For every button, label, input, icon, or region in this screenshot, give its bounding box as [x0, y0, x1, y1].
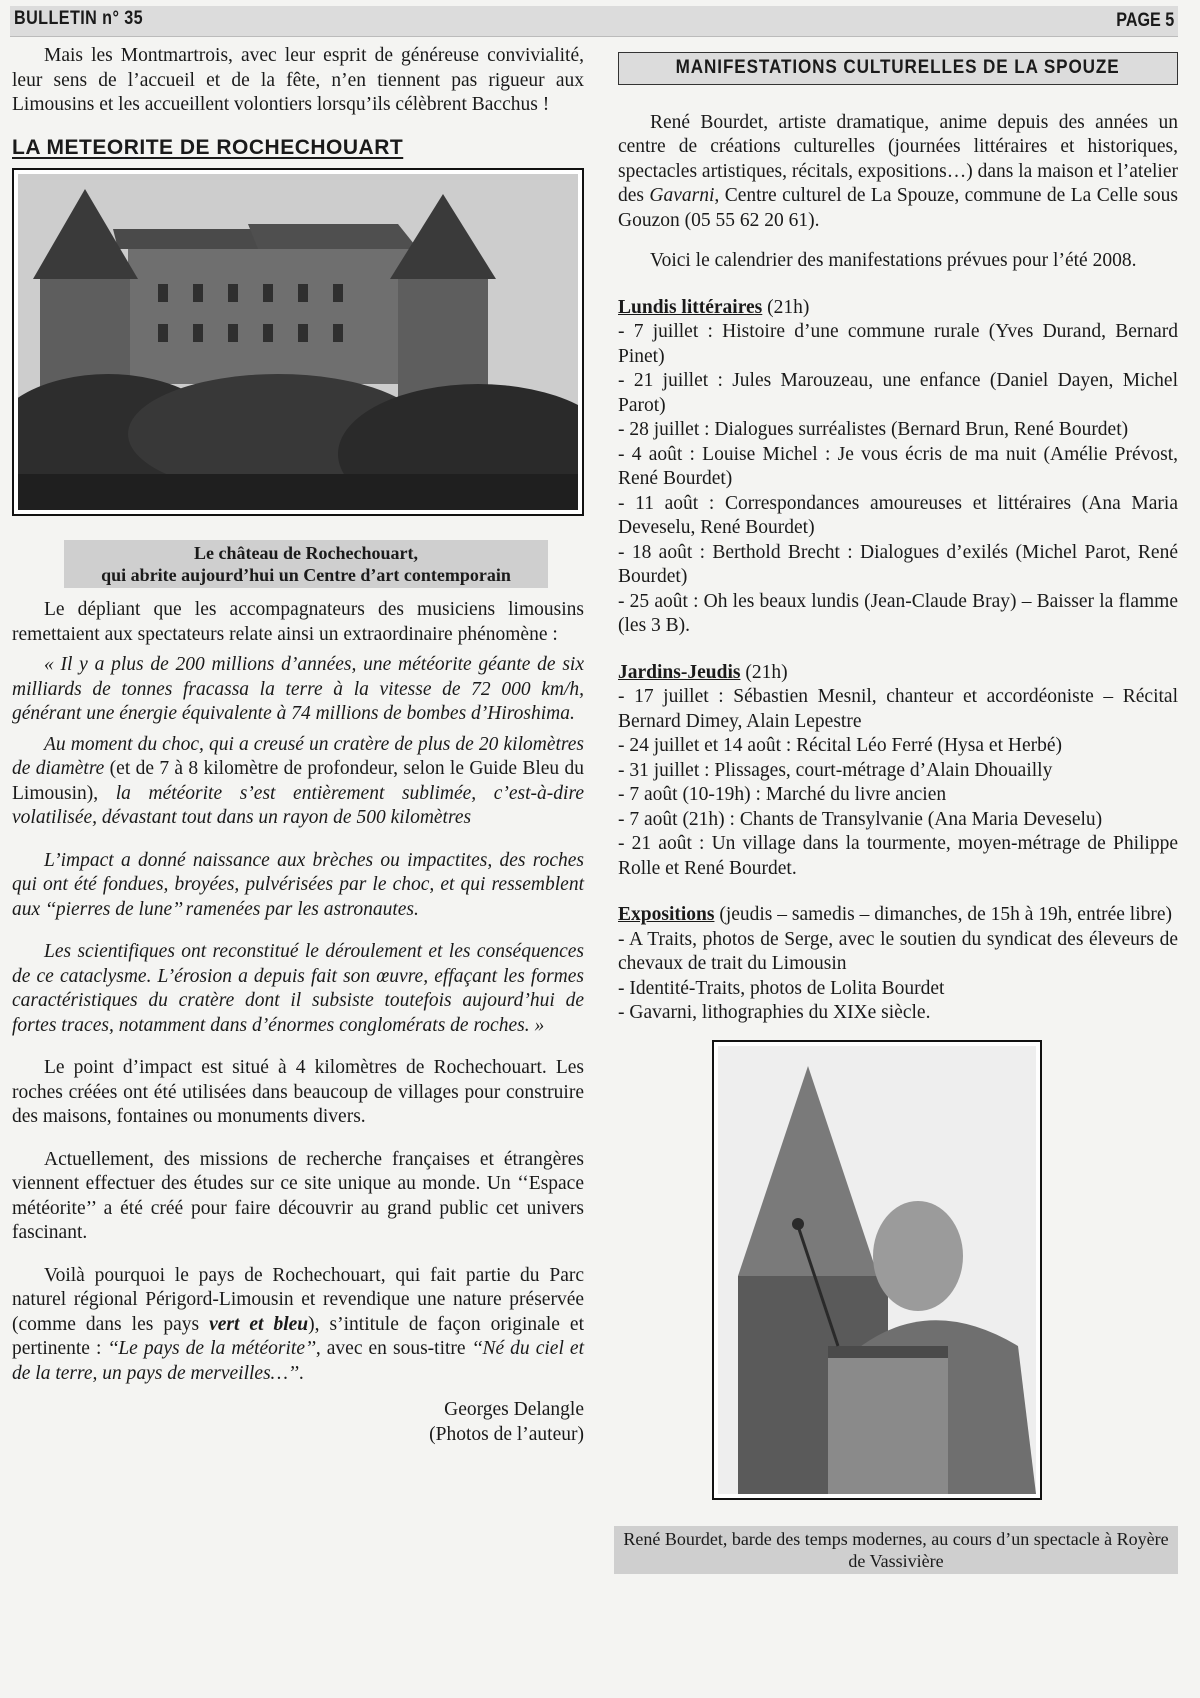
lundis-item: - 18 août : Berthold Brecht : Dialogues d’exilés (Michel Parot, René Bourdet): [618, 541, 1178, 587]
bourdet-caption: René Bourdet, barde des temps modernes, au cours d’un spectacle à Royère de Vassivière: [614, 1526, 1178, 1574]
lundis-item: - 11 août : Correspondances amoureuses et littéraires (Ana Maria Deveselu, René Bourdet): [618, 492, 1178, 538]
exposition-item: - Gavarni, lithographies du XIXe siècle.: [618, 1002, 931, 1023]
missions-paragraph: Actuellement, des missions de recherche françaises et étrangères viennent effectuer des études sur ce site unique au monde. Un ‘‘Espace météorite’’ a été créé pour faire découvrir au grand public cet univers fascinant.: [12, 1148, 584, 1243]
lundis-item: - 28 juillet : Dialogues surréalistes (Bernard Brun, René Bourdet): [618, 419, 1129, 440]
expositions-section: [618, 903, 1178, 1026]
jardins-title: Jardins-Jeudis: [618, 661, 741, 683]
jardins-section: [618, 661, 1178, 882]
conclusion-part-c: ), s’intitule de façon originale et pertinente :: [12, 1313, 584, 1359]
left-column: [12, 44, 584, 1447]
lundis-item: - 25 août : Oh les beaux lundis (Jean-Claude Bray) – Baisser la flamme (les 3 B).: [618, 590, 1178, 636]
conclusion-part-d: ‘‘Le pays de la météorite’’: [107, 1338, 316, 1359]
lundis-item: - 7 juillet : Histoire d’une commune rurale (Yves Durand, Bernard Pinet): [618, 321, 1178, 367]
conclusion-paragraph: [12, 1264, 584, 1387]
signature: [12, 1398, 584, 1447]
lundis-title: Lundis littéraires: [618, 296, 763, 318]
bourdet-illustration: [718, 1046, 1036, 1494]
quote-paragraph-1: « Il y a plus de 200 millions d’années, une météorite géante de six milliards de tonnes fracassa la terre à la vitesse de 72 000 km/h, générant une énergie équivalente à 74 millions de bombes d’Hiroshima.: [12, 654, 584, 724]
exposition-item: - Identité-Traits, photos de Lolita Bourdet: [618, 977, 945, 999]
exposition-item: - A Traits, photos de Serge, avec le soutien du syndicat des éleveurs de chevaux de trait du Limousin: [618, 928, 1178, 974]
jardins-item: - 7 août (21h) : Chants de Transylvanie (Ana Maria Deveselu): [618, 808, 1103, 830]
bulletin-number: BULLETIN n° 35: [14, 8, 144, 29]
bourdet-image: [718, 1046, 1036, 1494]
lundis-item: - 4 août : Louise Michel : Je vous écris de ma nuit (Amélie Prévost, René Bourdet): [618, 443, 1178, 489]
jardins-item: - 24 juillet et 14 août : Récital Léo Ferré (Hysa et Herbé): [618, 735, 1063, 756]
lundis-list: [618, 320, 1178, 639]
chateau-caption-line2: qui abrite aujourd’hui un Centre d’art contemporain: [101, 565, 511, 585]
quote-2-part-c: la météorite s’est entièrement sublimée, c’est-à-dire volatilisée, dévastant tout dans un rayon de 500 kilomètres: [12, 782, 584, 828]
jardins-item: - 21 août : Un village dans la tourmente, moyen-métrage de Philippe Rolle et René Bourdet.: [618, 833, 1178, 879]
expositions-title: Expositions: [618, 904, 715, 925]
page-number: PAGE 5: [1115, 10, 1174, 31]
right-column: [618, 52, 1178, 1574]
conclusion-part-a: Voilà pourquoi le pays de Rochechouart, qui fait partie du Parc naturel régional Périgord-Limousin et revendique une nature préservée (comme dans les pays: [12, 1264, 584, 1335]
jardins-item: - 7 août (10-19h) : Marché du livre ancien: [618, 784, 947, 805]
conclusion-part-g: .: [298, 1362, 304, 1384]
quote-paragraph-2: [12, 733, 584, 831]
calendar-intro: Voici le calendrier des manifestations prévues pour l’été 2008.: [650, 250, 1137, 271]
jardins-item: - 17 juillet : Sébastien Mesnil, chanteur et accordéoniste – Récital Bernard Dimey, Alain Lepestre: [618, 686, 1178, 732]
manifestations-title: MANIFESTATIONS CULTURELLES DE LA SPOUZE: [676, 57, 1120, 78]
chateau-photo: [12, 168, 584, 516]
lundis-heading: [618, 296, 1178, 321]
bourdet-intro-part-a: René Bourdet, artiste dramatique, anime depuis des années un centre de créations culturelles (journées littéraires et historiques, spectacles artistiques, récitals, expositions…) dans la maison et l’atelier des: [618, 111, 1178, 206]
bourdet-intro-part-b: Gavarni: [649, 185, 715, 206]
header-bar: [10, 6, 1178, 37]
manifestations-title-box: [618, 52, 1178, 85]
quote-paragraph-3: L’impact a donné naissance aux brèches ou impactites, des roches qui ont été fondues, broyées, pulvérisées par le choc, et qui ressemblent aux ‘‘pierres de lune’’ ramenées par les astronautes.: [12, 849, 584, 920]
section-title: LA METEORITE DE ROCHECHOUART: [12, 135, 404, 159]
jardins-list: [618, 685, 1178, 881]
chateau-caption: [64, 540, 548, 588]
chateau-caption-line1: Le château de Rochechouart,: [194, 543, 418, 563]
bourdet-intro: [618, 111, 1178, 234]
lundis-time: (21h): [762, 296, 810, 318]
quote-2-part-a: Au moment du choc, qui a creusé un cratère de plus de 20 kilomètres de diamètre: [12, 733, 584, 779]
bourdet-intro-part-c: , Centre culturel de La Spouze, commune de La Celle sous Gouzon (05 55 62 20 61).: [618, 185, 1178, 231]
leaflet-paragraph: Le dépliant que les accompagnateurs des musiciens limousins remettaient aux spectateurs relate ainsi un extraordinaire phénomène :: [12, 599, 584, 645]
quote-paragraph-4: Les scientifiques ont reconstitué le déroulement et les conséquences de ce cataclysme. L’érosion a depuis fait son œuvre, effaçant les formes caractéristiques du cratère dont il subsiste toutefois aujourd’hui de fortes traces, notamment dans d’énormes conglomérats de roches. »: [12, 941, 584, 1036]
impact-paragraph: Le point d’impact est situé à 4 kilomètres de Rochechouart. Les roches créées ont été utilisées dans beaucoup de villages pour construire des maisons, fontaines ou monuments divers.: [12, 1057, 584, 1127]
jardins-time: (21h): [740, 661, 788, 683]
quote-2-part-b: (et de 7 à 8 kilomètre de profondeur, selon le Guide Bleu du Limousin),: [12, 758, 584, 804]
author-name: Georges Delangle: [444, 1399, 584, 1420]
chateau-illustration: [18, 174, 578, 510]
photo-credit: (Photos de l’auteur): [429, 1423, 584, 1445]
jardins-heading: [618, 661, 1178, 686]
jardins-item: - 31 juillet : Plissages, court-métrage d’Alain Dhouailly: [618, 759, 1053, 781]
lundis-item: - 21 juillet : Jules Marouzeau, une enfance (Daniel Dayen, Michel Parot): [618, 370, 1178, 416]
conclusion-part-b: vert et bleu: [209, 1313, 309, 1335]
intro-paragraph: Mais les Montmartrois, avec leur esprit de généreuse convivialité, leur sens de l’accueil et de la fête, n’en tiennent pas rigueur aux Limousins et les accueillent volontiers lorsqu’ils célèbrent Bacchus !: [12, 45, 584, 115]
lundis-section: [618, 296, 1178, 639]
expositions-time: (jeudis – samedis – dimanches, de 15h à 19h, entrée libre): [714, 904, 1173, 925]
bourdet-photo: [712, 1040, 1042, 1500]
conclusion-part-f: ‘‘Né du ciel et de la terre, un pays de merveilles…’’: [12, 1338, 584, 1384]
chateau-image: [18, 174, 578, 510]
expositions-list: [618, 928, 1178, 1026]
conclusion-part-e: , avec en sous-titre: [315, 1338, 472, 1359]
expositions-heading: [618, 903, 1178, 928]
